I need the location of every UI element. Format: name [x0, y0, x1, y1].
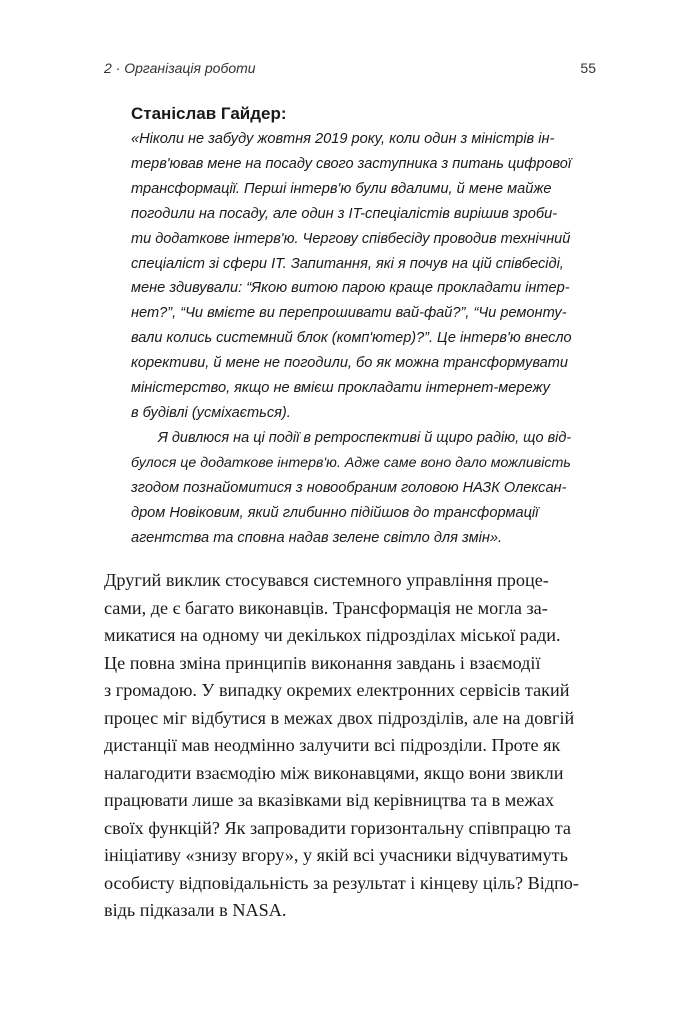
quote-line: «Ніколи не забуду жовтня 2019 року, коли один з міністрів ін- [131, 131, 555, 147]
speaker-name: Станіслав Гайдер: [131, 104, 287, 123]
quote-line: вали колись системний блок (комп'ютер)?”. Це інтерв'ю внесло [131, 330, 572, 347]
page-number: 55 [580, 60, 596, 76]
quote-line: згодом познайомитися з новообраним головою НАЗК Олексан- [131, 479, 567, 496]
quote-line: мене здивували: “Якою витою парою краще прокладати інтер- [131, 280, 570, 297]
running-header [104, 60, 596, 76]
quote-line: погодили на посаду, але один з IT-спеціалістів вирішив зроби- [131, 205, 558, 222]
body-line: з громадою. У випадку окремих електронних сервісів такий [104, 680, 570, 700]
quote-line: Я дивлюся на ці події в ретроспективі й щиро радію, що від- [158, 429, 572, 446]
quote-line: агентства та сповна надав зелене світло для змін». [131, 529, 503, 546]
quote-line: спеціаліст зі сфери IT. Запитання, які я почув на цій співбесіді, [131, 255, 564, 272]
quote-line: булося це додаткове інтерв'ю. Адже саме воно дало можливість [131, 454, 571, 471]
body-line: налагодити взаємодію між виконавцями, якщо вони звикли [104, 762, 564, 783]
body-line: ініціативу «знизу вгору», у якій всі учасники відчуватимуть [104, 845, 568, 865]
chapter-title: 2 · Організація роботи [104, 60, 256, 76]
quote-line: ти додаткове інтерв'ю. Чергову співбесіду проводив технічний [131, 230, 571, 247]
quote-line: дром Новіковим, який глибинно підійшов до трансформації [131, 504, 539, 521]
body-line: процес міг відбутися в межах двох підрозділів, але на довгій [104, 707, 575, 728]
quote-line: корективи, й мене не погодили, бо як можна трансформувати [131, 355, 569, 372]
quote-line: терв'ював мене на посаду свого заступника з питань цифрової [131, 155, 572, 172]
body-line: дистанції мав неодмінно залучити всі підрозділи. Проте як [104, 735, 561, 755]
body-line: відь підказали в NASA. [104, 900, 287, 920]
quote-block [131, 101, 571, 550]
body-line: Другий виклик стосувався системного управління проце- [104, 570, 549, 590]
quote-line: в будівлі (усміхається). [131, 404, 291, 421]
quote-line: трансформації. Перші інтерв'ю були вдалими, й мене майже [131, 180, 552, 197]
body-line: своїх функцій? Як запровадити горизонтальну співпрацю та [104, 817, 571, 838]
quote-line: міністерство, якщо не вмієш прокладати інтернет-мережу [131, 380, 550, 397]
body-line: сами, де є багато виконавців. Трансформація не могла за- [104, 597, 548, 618]
body-line: микатися на одному чи декількох підрозділах міської ради. [104, 625, 561, 645]
body-paragraph [104, 567, 600, 925]
body-line: особисту відповідальність за результат і кінцеву ціль? Відпо- [104, 872, 579, 893]
body-line: працювати лише за вказівками від керівництва та в межах [104, 790, 555, 810]
body-line: Це повна зміна принципів виконання завдань і взаємодії [104, 652, 541, 673]
quote-line: нет?”, “Чи вмієте ви перепрошивати вай-фай?”, “Чи ремонту- [131, 305, 567, 322]
